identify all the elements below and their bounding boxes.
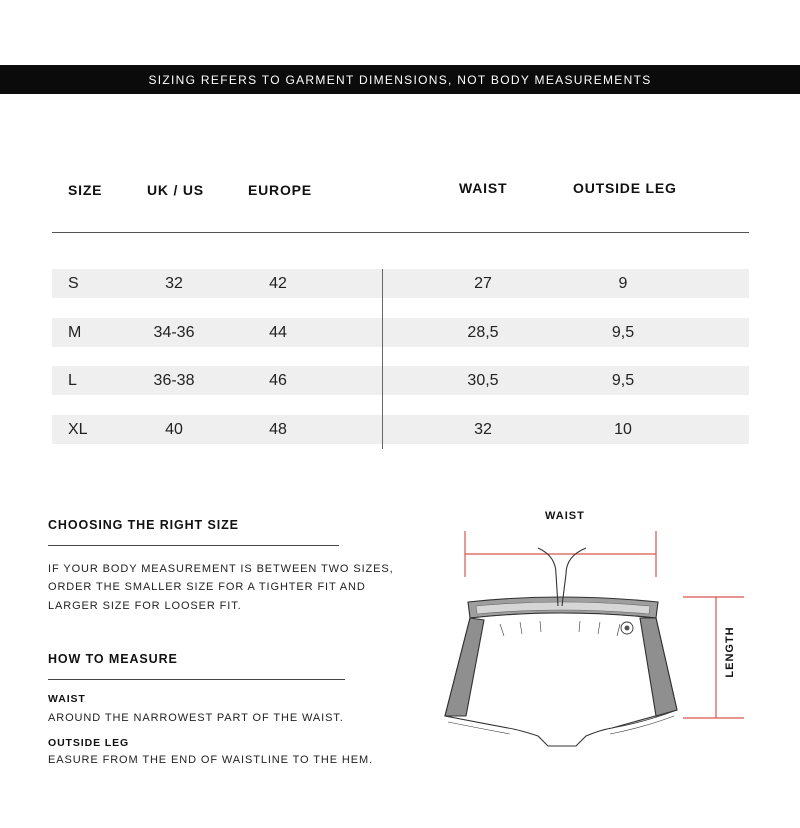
cell-size: XL <box>68 421 88 438</box>
cell-outside-leg: 9,5 <box>611 372 635 389</box>
shorts-drawing <box>445 597 677 746</box>
choosing-line-3: LARGER SIZE FOR LOOSER FIT. <box>48 600 242 612</box>
cell-europe: 42 <box>269 275 287 292</box>
header-size: SIZE <box>68 182 103 198</box>
cell-europe: 46 <box>269 372 287 389</box>
header-waist: WAIST <box>459 180 508 196</box>
measure-title: HOW TO MEASURE <box>48 652 178 666</box>
measure-leg-text: EASURE FROM THE END OF WAISTLINE TO THE HEM. <box>48 754 374 766</box>
choosing-title: CHOOSING THE RIGHT SIZE <box>48 518 239 532</box>
header-europe: EUROPE <box>248 182 312 198</box>
measure-leg-label: OUTSIDE LEG <box>48 737 130 749</box>
cell-uk-us: 36-38 <box>153 372 195 389</box>
cell-outside-leg: 9,5 <box>611 324 635 341</box>
banner-text: SIZING REFERS TO GARMENT DIMENSIONS, NOT BODY MEASUREMENTS <box>148 72 652 87</box>
cell-waist: 30,5 <box>467 372 499 389</box>
waist-measure-line <box>465 531 656 577</box>
cell-uk-us: 32 <box>165 275 183 292</box>
cell-outside-leg: 10 <box>614 421 632 438</box>
cell-europe: 44 <box>269 324 287 341</box>
length-measure-line <box>683 597 744 718</box>
cell-size: M <box>68 324 82 341</box>
cell-uk-us: 40 <box>165 421 183 438</box>
choosing-line-1: IF YOUR BODY MEASUREMENT IS BETWEEN TWO SIZES, <box>48 563 394 575</box>
cell-uk-us: 34-36 <box>153 324 195 341</box>
cell-waist: 32 <box>474 421 492 438</box>
cell-size: S <box>68 275 79 292</box>
header-uk-us: UK / US <box>147 182 204 198</box>
measure-waist-text: AROUND THE NARROWEST PART OF THE WAIST. <box>48 712 344 724</box>
diagram-length-label: LENGTH <box>724 626 736 678</box>
header-outside-leg: OUTSIDE LEG <box>573 180 677 196</box>
cell-size: L <box>68 372 77 389</box>
cell-europe: 48 <box>269 421 287 438</box>
diagram-waist-label: WAIST <box>545 510 585 522</box>
cell-waist: 28,5 <box>467 324 499 341</box>
cell-outside-leg: 9 <box>618 275 628 292</box>
cell-waist: 27 <box>474 275 492 292</box>
measure-waist-label: WAIST <box>48 693 86 705</box>
choosing-line-2: ORDER THE SMALLER SIZE FOR A TIGHTER FIT AND <box>48 581 366 593</box>
